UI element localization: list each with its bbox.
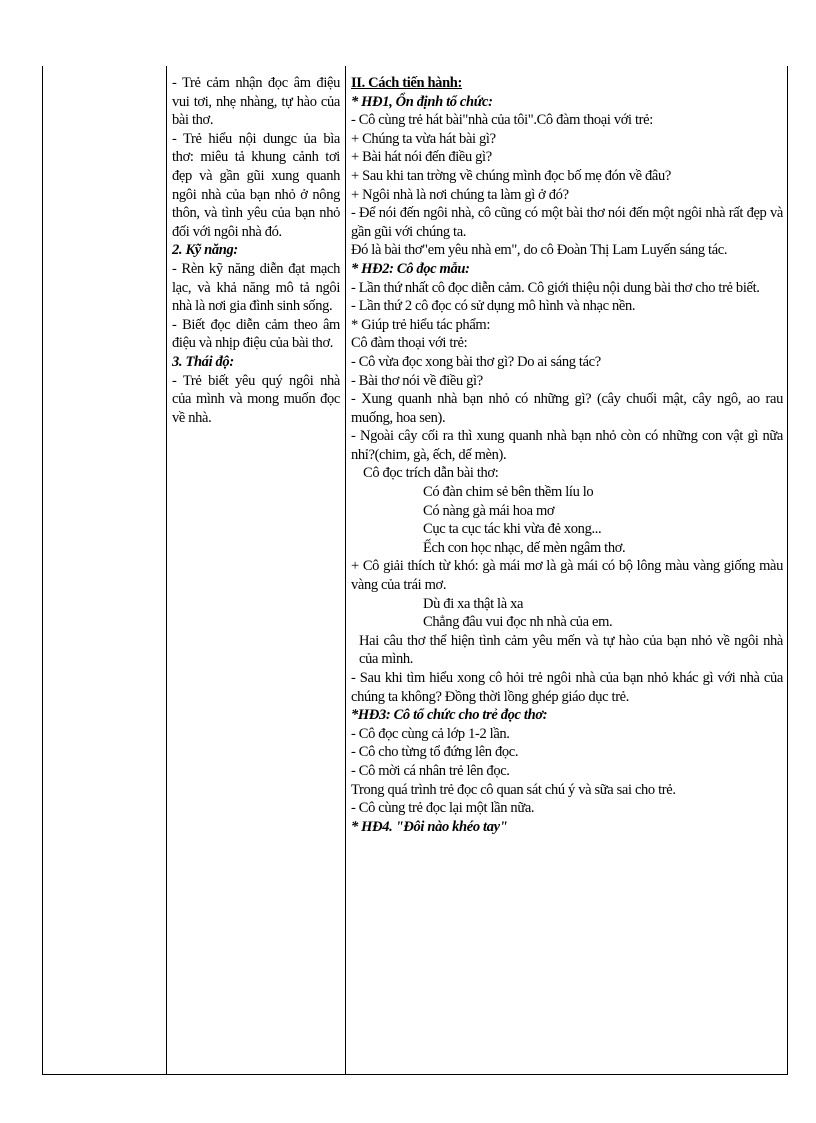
procedure-line: + Cô giải thích từ khó: gà mái mơ là gà mái có bộ lông màu vàng giống màu vàng của trái mơ. (351, 558, 783, 594)
procedure-line: - Cô vừa đọc xong bài thơ gì? Do ai sáng tác? (351, 353, 601, 370)
poem-verse: Có nàng gà mái hoa mơ (423, 502, 555, 519)
section-heading-attitude: 3. Thái độ: (172, 353, 234, 370)
procedure-line: - Cô cùng trẻ đọc lại một lần nữa. (351, 800, 535, 817)
procedure-line: Đó là bài thơ"em yêu nhà em", do cô Đoàn Thị Lam Luyến sáng tác. (351, 242, 728, 259)
procedure-line: + Ngôi nhà là nơi chúng ta làm gì ở đó? (351, 186, 569, 203)
poem-verse: Ếch con học nhạc, dế mèn ngâm thơ. (423, 539, 626, 556)
activity-heading-3: *HĐ3: Cô tổ chức cho trẻ đọc thơ: (351, 707, 548, 724)
procedure-line: - Lần thứ 2 cô đọc có sử dụng mô hình và nhạc nền. (351, 298, 636, 315)
procedure-line: - Sau khi tìm hiểu xong cô hỏi trẻ ngôi nhà của bạn nhỏ khác gì với nhà của chúng ta không? Đồng thời lồng ghép giáo dục trẻ. (351, 670, 783, 705)
objective-paragraph: - Biết đọc diễn cảm theo âm điệu và nhịp điệu của bài thơ. (172, 316, 340, 352)
procedure-line: - Cô đọc cùng cả lớp 1-2 lần. (351, 725, 510, 742)
poem-verse: Chẳng đâu vui đọc nh nhà của em. (423, 614, 613, 631)
procedure-line: - Lần thứ nhất cô đọc diễn cảm. Cô giới thiệu nội dung bài thơ cho trẻ biết. (351, 279, 760, 296)
procedure-line: * Giúp trẻ hiểu tác phẩm: (351, 316, 491, 333)
procedure-line: - Cô mời cá nhân trẻ lên đọc. (351, 762, 510, 779)
procedure-line: Trong quá trình trẻ đọc cô quan sát chú ý và sữa sai cho trẻ. (351, 781, 676, 798)
lesson-table (42, 66, 788, 1075)
procedure-column (346, 66, 787, 1074)
activity-heading-2: * HĐ2: Cô đọc mẫu: (351, 260, 470, 277)
procedure-line: - Ngoài cây cối ra thì xung quanh nhà bạn nhỏ còn có những con vật gì nữa nhỉ?(chim, gà, ếch, dế mèn). (351, 428, 783, 463)
procedure-line: + Chúng ta vừa hát bài gì? (351, 130, 496, 147)
procedure-line: Hai câu thơ thể hiện tình cảm yêu mến và tự hào của bạn nhỏ về ngôi nhà của mình. (359, 632, 783, 668)
procedure-text (351, 74, 783, 836)
objective-paragraph: - Trẻ cảm nhận đọc âm điệu vui tơi, nhẹ nhàng, tự hào của bài thơ. (172, 75, 340, 129)
poem-verse: Dù đi xa thật là xa (423, 595, 524, 612)
section-heading-skills: 2. Kỹ năng: (172, 242, 238, 259)
objectives-column (167, 66, 346, 1074)
table-column-empty (43, 66, 167, 1074)
objective-paragraph: - Trẻ hiểu nội dungc ủa bìa thơ: miêu tả khung cảnh tơi đẹp và gần gũi xung quanh ngôi nhà của bạn nhỏ ở nông thôn, và tình yêu của bạn nhỏ đối với ngôi nhà đó. (172, 130, 340, 240)
procedure-title: II. Cách tiến hành: (351, 75, 462, 91)
procedure-line: - Xung quanh nhà bạn nhỏ có những gì? (cây chuối mật, cây ngô, ao rau muống, hoa sen). (351, 391, 783, 426)
procedure-line: Cô đọc trích dẫn bài thơ: (363, 465, 499, 482)
poem-verse: Cục ta cục tác khi vừa đẻ xong... (423, 521, 602, 538)
poem-verse: Có đàn chim sẻ bên thềm líu lo (423, 484, 594, 501)
procedure-line: + Sau khi tan trờng về chúng mình đọc bố mẹ đón về đâu? (351, 167, 671, 184)
procedure-line: Cô đàm thoại với trẻ: (351, 335, 468, 352)
activity-heading-1: * HĐ1, Ổn định tổ chức: (351, 93, 493, 110)
procedure-line: + Bài hát nói đến điều gì? (351, 149, 492, 166)
objective-paragraph: - Rèn kỹ năng diễn đạt mạch lạc, và khả năng mô tả ngôi nhà là nơi gia đình sinh sống. (172, 260, 340, 315)
procedure-line: - Cô cho từng tổ đứng lên đọc. (351, 744, 519, 761)
procedure-line: - Cô cùng trẻ hát bài"nhà của tôi".Cô đàm thoại với trẻ: (351, 112, 653, 129)
objectives-text (172, 74, 340, 427)
objective-paragraph: - Trẻ biết yêu quý ngôi nhà của mình và mong muốn đọc về nhà. (172, 372, 340, 426)
procedure-line: - Bài thơ nói về điều gì? (351, 372, 483, 389)
activity-heading-4: * HĐ4. "Đôi nào khéo tay" (351, 818, 508, 835)
procedure-line: - Để nói đến ngôi nhà, cô cũng có một bài thơ nói đến một ngôi nhà rất đẹp và gần gũi với chúng ta. (351, 205, 783, 240)
